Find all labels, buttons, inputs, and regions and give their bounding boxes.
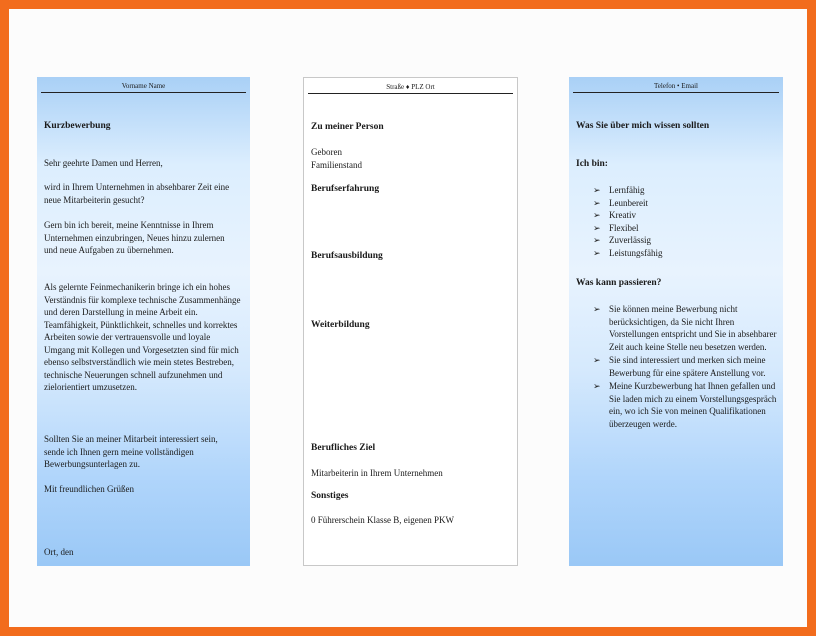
training-heading: Berufsausbildung	[311, 251, 383, 261]
address-header: Straße ♦ PLZ Ort	[308, 83, 513, 94]
career-goal-text: Mitarbeiterin in Ihrem Unternehmen	[311, 468, 443, 478]
misc-heading: Sonstiges	[311, 491, 349, 501]
list-item: ➢ Zuverlässig	[593, 235, 651, 245]
paragraph-1: wird in Ihrem Unternehmen in absehbarer Zeit eine neue Mitarbeiterin gesucht?	[44, 182, 230, 205]
place-date: Ort, den	[44, 547, 74, 557]
middle-panel	[303, 77, 518, 566]
paragraph-4: Sollten Sie an meiner Mitarbeit interessiert sein, sende ich Ihnen gern meine vollständigen Bewerbungsunterlagen zu.	[44, 434, 218, 469]
arrow-bullet-icon: ➢	[593, 222, 601, 233]
list-item: ➢ Sie sind interessiert und merken sich meine Bewerbung für eine spätere Anstellung vor.	[593, 355, 766, 378]
list-item: ➢ Meine Kurzbewerbung hat Ihnen gefallen und Sie laden mich zu einem Vorstellungsgespräch ein, wo ich Sie von meinen Qualifikationen überzeugen werde.	[593, 381, 777, 429]
list-item: ➢ Leistungsfähig	[593, 247, 663, 258]
further-education-heading: Weiterbildung	[311, 320, 370, 330]
left-panel	[37, 77, 250, 566]
born-label: Geboren	[311, 147, 342, 157]
person-heading: Zu meiner Person	[311, 122, 384, 132]
what-can-happen-heading: Was kann passieren?	[576, 278, 662, 288]
arrow-bullet-icon: ➢	[593, 247, 601, 258]
misc-text: 0 Führerschein Klasse B, eigenen PKW	[311, 515, 454, 525]
right-panel	[569, 77, 783, 566]
arrow-bullet-icon: ➢	[593, 355, 601, 365]
paragraph-3: Als gelernte Feinmechanikerin bringe ich ein hohes Verständnis für komplexe technische Zusammenhänge und deren Darstellung in meine Arbeit ein. Teamfähigkeit, Pünktlichkeit, schnelles und korrektes Arbeiten sowie der vertrauensvolle und loyale Umgang mit Kollegen und Vorgesetzten sind für mich ebenso selbstverständlich wie mein stetes Bestreben, technische Neuerungen schnell aufzunehmen und zielorientiert umzusetzen.	[44, 282, 241, 392]
career-goal-heading: Berufliches Ziel	[311, 443, 376, 453]
arrow-bullet-icon: ➢	[593, 197, 601, 208]
name-header: Vorname Name	[41, 82, 246, 93]
list-item: ➢ Sie können meine Bewerbung nicht berücksichtigen, da Sie nicht Ihren Vorstellungen entspricht und Sie in absehbarer Zeit auch keine Stelle neu besetzen werden.	[593, 304, 777, 352]
about-heading: Was Sie über mich wissen sollten	[576, 121, 710, 131]
salutation: Sehr geehrte Damen und Herren,	[44, 158, 163, 168]
traits-list	[593, 184, 773, 259]
paragraph-2: Gern bin ich bereit, meine Kenntnisse in Ihrem Unternehmen einzubringen, Neues hinzu zulernen und neue Aufgaben zu übernehmen.	[44, 220, 225, 255]
arrow-bullet-icon: ➢	[593, 304, 601, 314]
arrow-bullet-icon: ➢	[593, 185, 601, 195]
experience-heading: Berufserfahrung	[311, 184, 380, 194]
list-item: ➢ Leunbereit	[593, 197, 648, 208]
list-item: ➢ Lernfähig	[593, 185, 645, 195]
list-item: ➢ Kreativ	[593, 210, 636, 220]
arrow-bullet-icon: ➢	[593, 381, 601, 391]
list-item: ➢ Flexibel	[593, 222, 639, 233]
arrow-bullet-icon: ➢	[593, 210, 601, 220]
i-am-heading: Ich bin:	[576, 159, 608, 169]
closing: Mit freundlichen Grüßen	[44, 484, 134, 494]
arrow-bullet-icon: ➢	[593, 235, 601, 245]
cover-title: Kurzbewerbung	[44, 121, 111, 131]
marital-label: Familienstand	[311, 160, 362, 170]
contact-header: Telefon • Email	[573, 82, 779, 93]
outcomes-list	[593, 303, 777, 430]
